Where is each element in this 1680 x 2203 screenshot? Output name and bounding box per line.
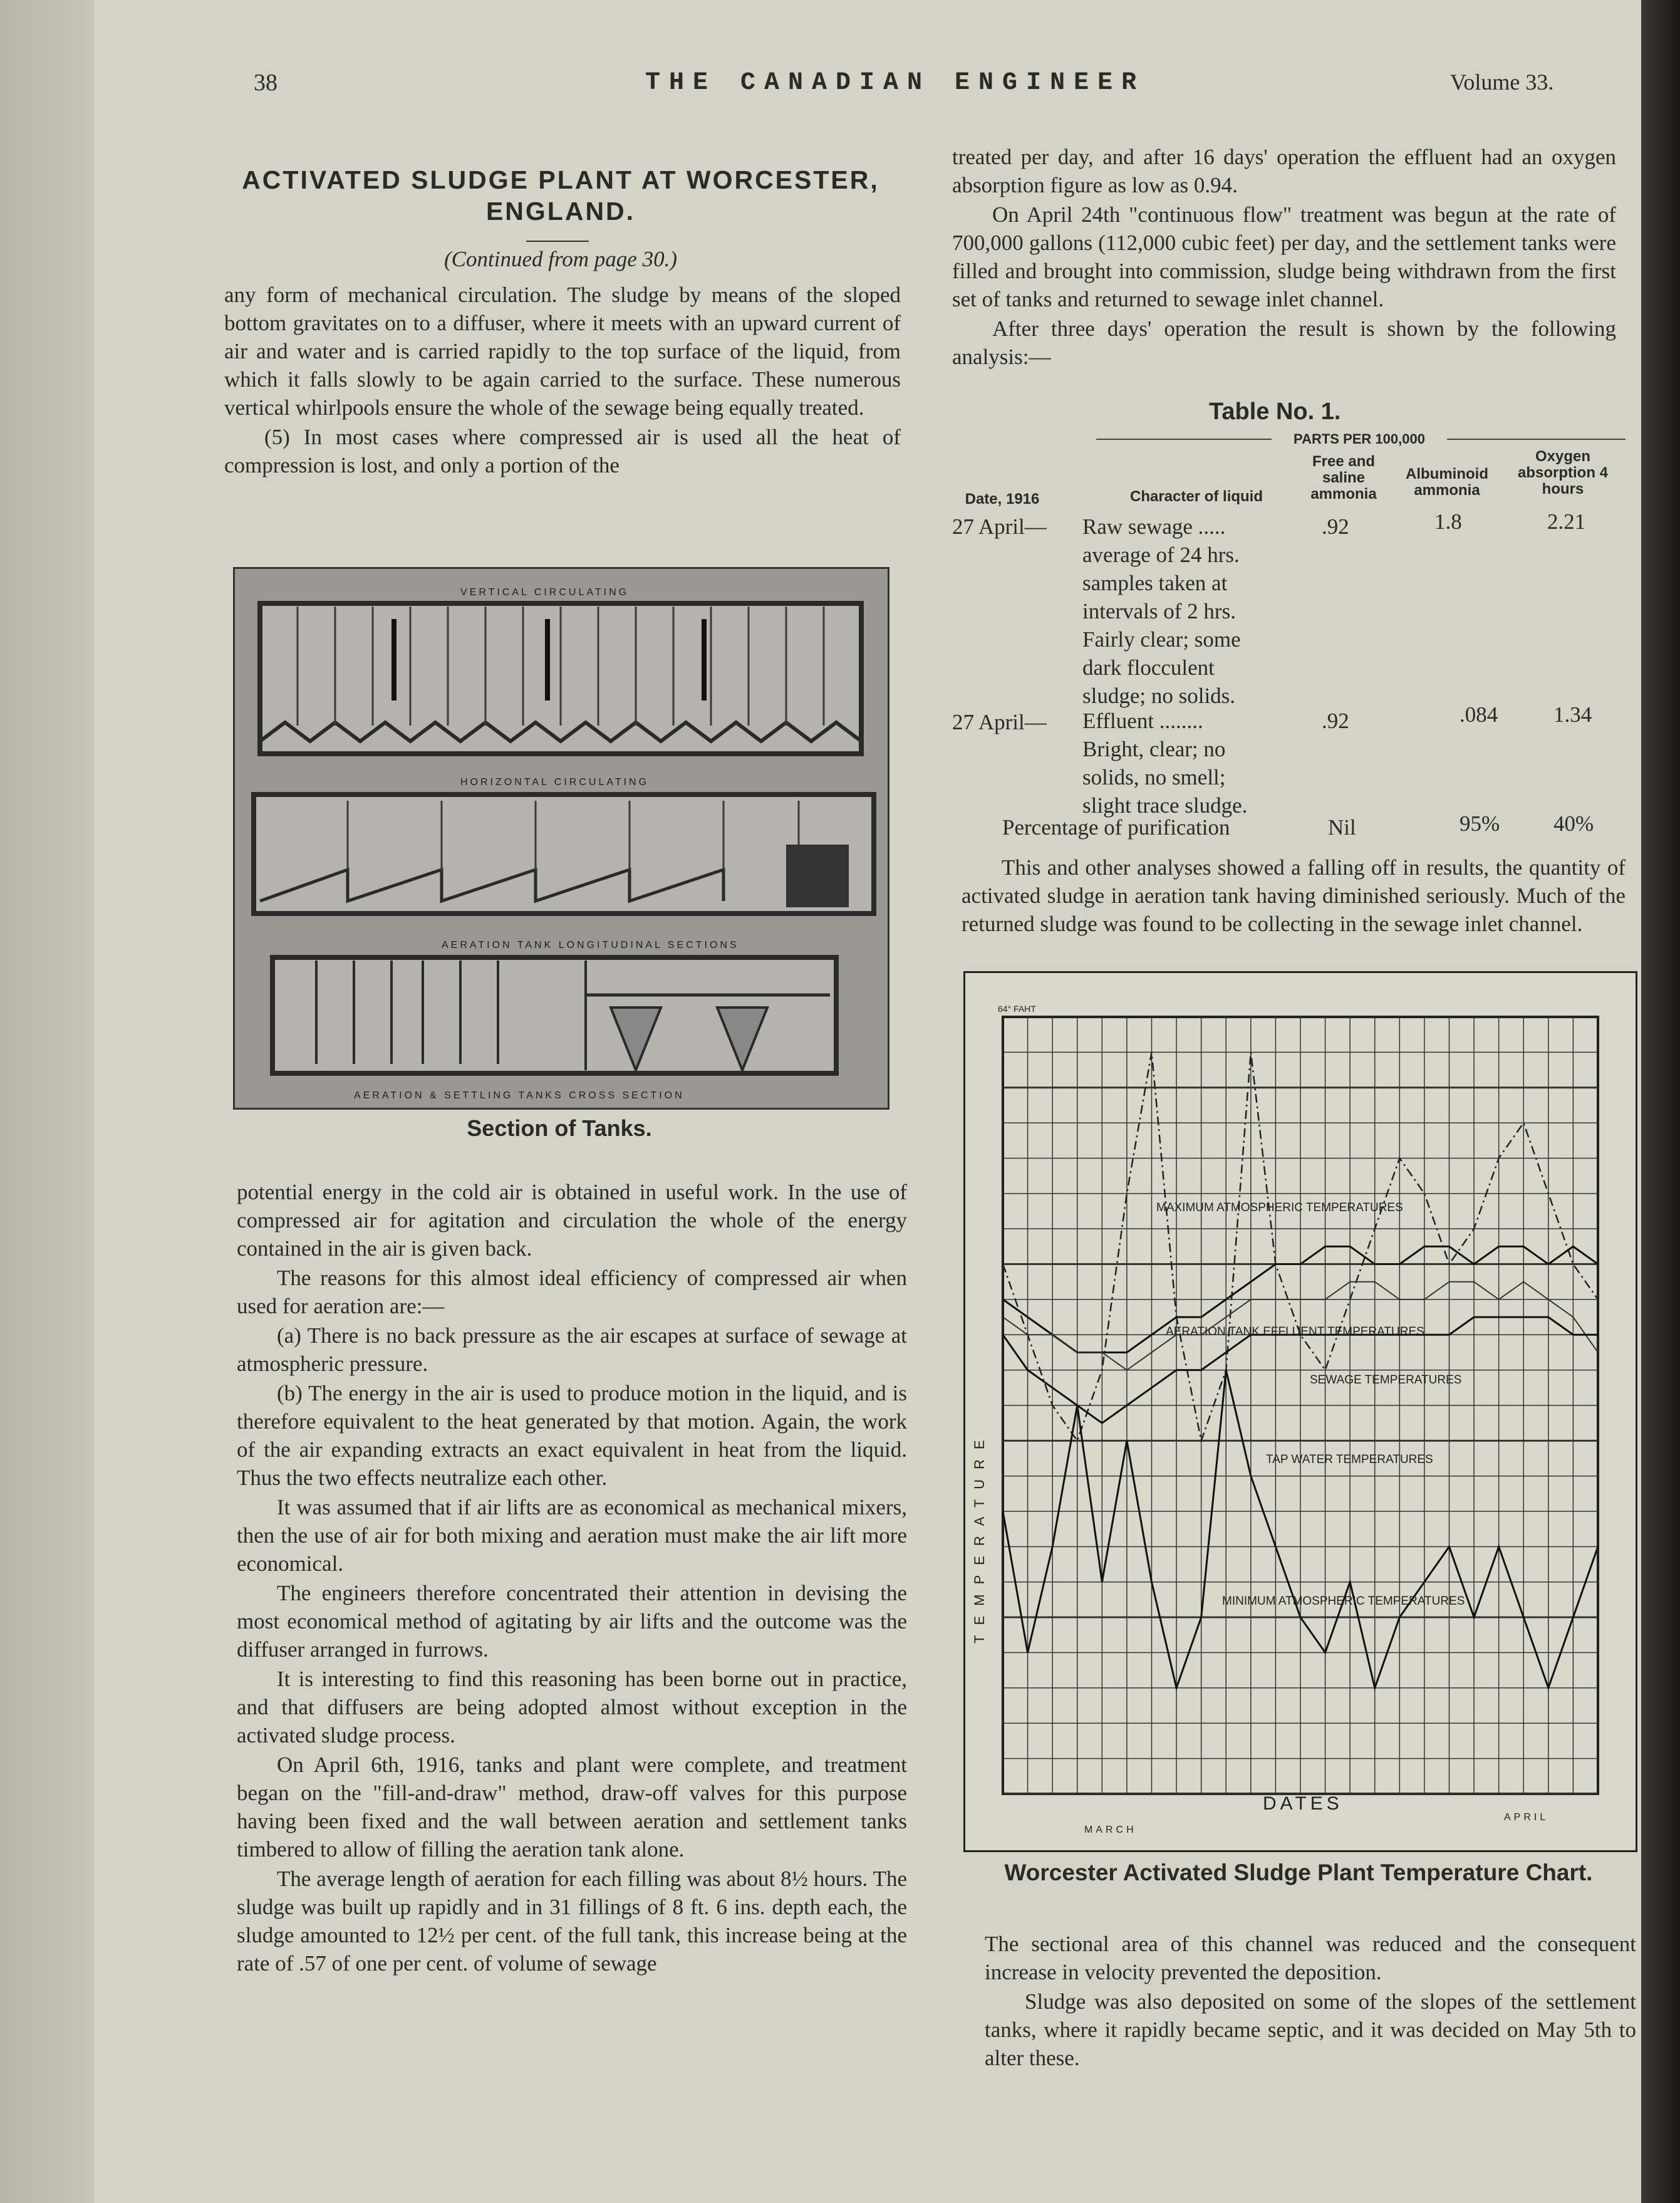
character-line: solids, no smell; (1082, 765, 1226, 789)
table-cell-date: 27 April— (952, 710, 1047, 734)
table-col-header: Albuminoid ammonia (1406, 466, 1488, 499)
paragraph: (b) The energy in the air is used to produce motion in the liquid, and is therefore equivalent to the heat generated by that motion. Again, the work of the air expanding extracts an exact equivalent in heat from the liquid. Thus the two effects neutralize each other. (237, 1381, 907, 1490)
paragraph: It is interesting to find this reasoning has been borne out in practice, and that diffusers are being adopted almost without exception in the activated sludge process. (237, 1667, 907, 1747)
table-brace-line (1096, 439, 1272, 440)
table-cell-character (1082, 513, 1308, 710)
table-cell-free: .92 (1322, 514, 1349, 539)
right-column-mid (962, 853, 1626, 939)
table-col-header: Character of liquid (1129, 488, 1263, 505)
table-cell-free: .92 (1322, 709, 1349, 733)
table-col-header: Oxygen absorption 4 hours (1517, 448, 1608, 497)
figure-label: AERATION & SETTLING TANKS CROSS SECTION (354, 1090, 685, 1101)
character-line: sludge; no solids. (1082, 684, 1236, 708)
y-axis-label: TEMPERATURE (972, 1430, 987, 1643)
paragraph: (a) There is no back pressure as the air escapes at surface of sewage at atmospheric pressure. (237, 1323, 907, 1376)
character-line: intervals of 2 hrs. (1082, 599, 1236, 623)
figure-label: AERATION TANK LONGITUDINAL SECTIONS (442, 940, 739, 950)
table-brace-line (1447, 439, 1626, 440)
purification-label: Percentage of purification (1002, 815, 1230, 840)
paragraph: (5) In most cases where compressed air is used all the heat of compression is lost, and only a portion of the (224, 425, 901, 477)
series-label-effluent: AERATION TANK EFFLUENT TEMPERATURES (1166, 1325, 1424, 1338)
table-col-header: Date, 1916 (965, 491, 1040, 508)
series-label-min: MINIMUM ATMOSPHERIC TEMPERATURES (1222, 1595, 1465, 1608)
series-label-sewage: SEWAGE TEMPERATURES (1310, 1373, 1462, 1387)
purification-oxy: 40% (1553, 811, 1594, 836)
continued-note: (Continued from page 30.) (444, 247, 677, 271)
table-col-header: Free and saline ammonia (1310, 453, 1377, 503)
character-line: Fairly clear; some (1082, 627, 1241, 652)
tank-section-figure (233, 567, 889, 1110)
paragraph: It was assumed that if air lifts are as economical as mechanical mixers, then the use of air for both mixing and aeration must make the air lift more economical. (237, 1495, 907, 1576)
month-label-march: MARCH (1084, 1825, 1137, 1835)
volume-label: Volume 33. (1450, 70, 1554, 95)
table-cell-alb: 1.8 (1434, 509, 1462, 534)
table-cell-oxy: 1.34 (1553, 702, 1592, 727)
paragraph: potential energy in the cold air is obtained in useful work. In the use of compressed air for agitation and circulation the whole of the energy contained in the air is given back. (237, 1180, 907, 1261)
purification-alb: 95% (1460, 811, 1500, 836)
month-label-april: APRIL (1504, 1812, 1549, 1823)
right-column-bottom (985, 1930, 1636, 2073)
character-line: slight trace sludge. (1082, 793, 1248, 818)
paragraph: The engineers therefore concentrated their attention in devising the most economical method of agitating by air lifts and the outcome was the diffuser arranged in furrows. (237, 1581, 907, 1662)
character-line: samples taken at (1082, 571, 1228, 595)
paragraph: treated per day, and after 16 days' operation the effluent had an oxygen absorption figure as low as 0.94. (952, 145, 1616, 197)
right-column-top (952, 143, 1616, 372)
page-number: 38 (254, 70, 277, 96)
temperature-chart (963, 971, 1637, 1852)
character-line: Effluent ........ (1082, 709, 1203, 733)
purification-free: Nil (1328, 815, 1356, 840)
series-label-max: MAXIMUM ATMOSPHERIC TEMPERATURES (1156, 1201, 1403, 1214)
table-cell-oxy: 2.21 (1547, 509, 1586, 534)
paragraph: The reasons for this almost ideal efficiency of compressed air when used for aeration are:— (237, 1266, 907, 1318)
table-group-header: PARTS PER 100,000 (1294, 431, 1425, 447)
book-edge (1641, 0, 1680, 2203)
character-line: Raw sewage ..... (1082, 514, 1226, 539)
journal-title: THE CANADIAN ENGINEER (645, 69, 1146, 97)
paragraph: After three days' operation the result is shown by the following analysis:— (952, 316, 1616, 369)
left-column-bottom (237, 1178, 907, 1979)
figure-label: HORIZONTAL CIRCULATING (460, 777, 650, 788)
left-column-top (224, 281, 901, 481)
chart-grid (1003, 1017, 1598, 1794)
paragraph: On April 6th, 1916, tanks and plant were complete, and treatment began on the "fill-and-draw" method, draw-off valves for this purpose having been fixed and the wall between aeration and settlement tanks timbered to allow of filling the aeration tank alone. (237, 1753, 907, 1862)
figure-caption: Section of Tanks. (467, 1115, 652, 1141)
title-rule (526, 241, 589, 242)
table-cell-date: 27 April— (952, 514, 1047, 539)
table-cell-alb: .084 (1460, 702, 1498, 727)
paragraph: Sludge was also deposited on some of the slopes of the settlement tanks, where it rapidly became septic, and it was decided on May 5th to alter these. (985, 1989, 1636, 2070)
chart-title: Worcester Activated Sludge Plant Temperature Chart. (1004, 1860, 1593, 1885)
character-line: Bright, clear; no (1082, 737, 1226, 761)
paragraph: The average length of aeration for each filling was about 8½ hours. The sludge was built up rapidly and in 31 fillings of 8 ft. 6 ins. depth each, the sludge amounted to 12½ per cent. of the full tank, this increase being at the rate of .57 of one per cent. of volume of sewage (237, 1867, 907, 1976)
table-cell-character (1082, 707, 1308, 820)
x-axis-label: DATES (1263, 1793, 1343, 1814)
character-line: dark flocculent (1082, 655, 1215, 680)
paragraph: On April 24th "continuous flow" treatment was begun at the rate of 700,000 gallons (112,000 cubic feet) per day, and the settlement tanks were filled and brought into commission, sludge being withdrawn from the first set of tanks and returned to sewage inlet channel. (952, 202, 1616, 311)
figure-label: VERTICAL CIRCULATING (460, 587, 630, 598)
table-title: Table No. 1. (1209, 398, 1341, 425)
paragraph: The sectional area of this channel was reduced and the consequent increase in velocity prevented the deposition. (985, 1932, 1636, 1984)
paragraph: This and other analyses showed a falling off in results, the quantity of activated sludge in aeration tank having diminished seriously. Much of the returned sludge was found to be collecting in the sewage inlet channel. (962, 855, 1626, 936)
series-label-tap: TAP WATER TEMPERATURES (1266, 1453, 1433, 1466)
article-title: ACTIVATED SLUDGE PLANT AT WORCESTER, ENGLAND. (242, 165, 879, 226)
paragraph: any form of mechanical circulation. The sludge by means of the sloped bottom gravitates on to a diffuser, where it meets with an upward current of air and water and is carried rapidly to the top surface of the liquid, from which it falls slowly to be again carried to the surface. These numerous vertical whirlpools ensure the whole of the sewage being equally treated. (224, 283, 901, 420)
y-top-label: 64° FAHT (998, 1004, 1036, 1014)
page-gutter (0, 0, 94, 2203)
character-line: average of 24 hrs. (1082, 543, 1240, 567)
